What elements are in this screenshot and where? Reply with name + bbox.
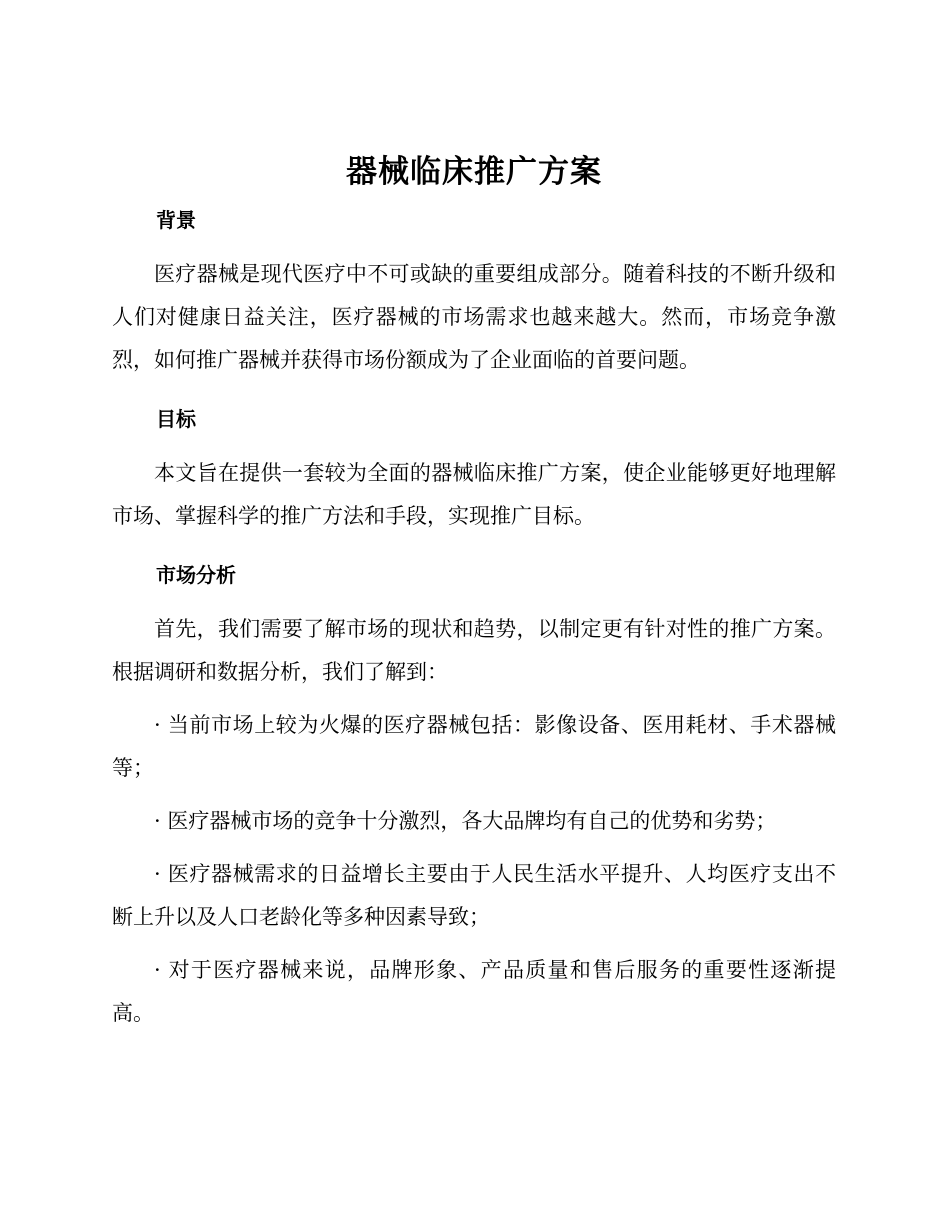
section-heading-background: 背景 — [156, 208, 196, 232]
section-heading-goal: 目标 — [156, 407, 196, 431]
goal-paragraph: 本文旨在提供一套较为全面的器械临床推广方案，使企业能够更好地理解市场、掌握科学的推广方法和手段，实现推广目标。 — [112, 461, 836, 528]
market-bullet-item: · 医疗器械市场的竞争十分激烈，各大品牌均有自己的优势和劣势； — [154, 809, 777, 833]
market-bullet-item: · 当前市场上较为火爆的医疗器械包括：影像设备、医用耗材、手术器械等； — [112, 713, 836, 780]
section-heading-market-analysis: 市场分析 — [156, 563, 236, 587]
market-bullet-item: · 对于医疗器械来说，品牌形象、产品质量和售后服务的重要性逐渐提高。 — [112, 958, 836, 1025]
market-bullet-item: · 医疗器械需求的日益增长主要由于人民生活水平提升、人均医疗支出不断上升以及人口老龄化等多种因素导致； — [112, 862, 836, 929]
market-analysis-paragraph: 首先，我们需要了解市场的现状和趋势，以制定更有针对性的推广方案。根据调研和数据分析，我们了解到： — [112, 617, 836, 684]
document-title: 器械临床推广方案 — [346, 154, 602, 190]
document-page — [112, 150, 836, 1035]
background-paragraph: 医疗器械是现代医疗中不可或缺的重要组成部分。随着科技的不断升级和人们对健康日益关注，医疗器械的市场需求也越来越大。然而，市场竞争激烈，如何推广器械并获得市场份额成为了企业面临的首要问题。 — [112, 262, 836, 372]
